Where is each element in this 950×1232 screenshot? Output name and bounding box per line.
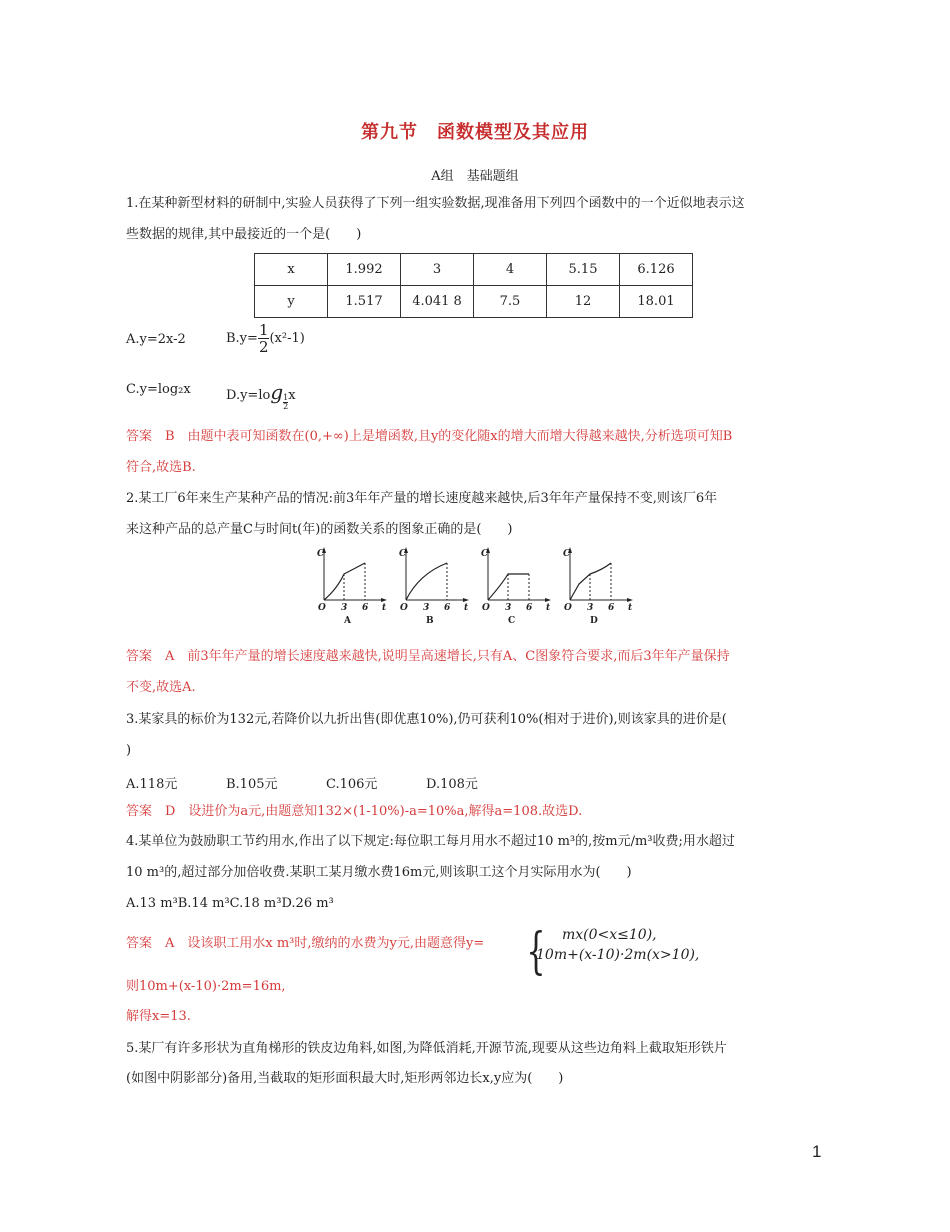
- table-row: [255, 286, 693, 318]
- q3-answer: 答案 D 设进价为a元,由题意知132×(1-10%)-a=10%a,解得a=108.故选D.: [126, 804, 583, 819]
- q2-graphs: [312, 544, 642, 626]
- q5-text-line1: 5.某厂有许多形状为直角梯形的铁皮边角料,如图,为降低消耗,开源节流,现要从这些边角料上截取矩形铁片: [126, 1041, 727, 1056]
- table-cell: 7.5: [474, 286, 547, 318]
- q3-option-a: A.118元: [126, 777, 178, 792]
- table-cell: x: [255, 254, 328, 286]
- axis-label-t: t: [464, 603, 469, 613]
- log-base-denominator: 2: [283, 402, 289, 411]
- tick-label-6: 6: [608, 603, 615, 613]
- table-cell: y: [255, 286, 328, 318]
- q1-option-c: C.y=log₂x: [126, 382, 191, 397]
- q2-answer-line2: 不变,故选A.: [126, 680, 196, 695]
- piecewise-brace: {: [526, 922, 546, 980]
- tick-label-6: 6: [362, 603, 369, 613]
- q1-option-a: A.y=2x-2: [126, 332, 186, 347]
- page-title: 第九节 函数模型及其应用: [361, 122, 589, 143]
- tick-label-3: 3: [587, 603, 594, 613]
- q3-option-c: C.106元: [326, 777, 378, 792]
- q4-answer-line3: 解得x=13.: [126, 1009, 191, 1024]
- graph-c: [481, 547, 551, 626]
- graph-label-a: A: [344, 616, 351, 626]
- origin-label: O: [482, 603, 490, 613]
- origin-label: O: [318, 603, 326, 613]
- tick-label-3: 3: [505, 603, 512, 613]
- graph-d: [563, 547, 633, 626]
- q4-text-line2: 10 m³的,超过部分加倍收费.某职工某月缴水费16m元,则该职工这个月实际用水为( ): [126, 865, 632, 880]
- option-d-suffix: x: [288, 388, 296, 403]
- q1-option-b: [226, 322, 305, 355]
- table-cell: 18.01: [620, 286, 693, 318]
- origin-label: O: [400, 603, 408, 613]
- log-base-numerator: 1: [283, 393, 289, 402]
- option-d-g: g: [270, 380, 284, 404]
- q3-text-line2: ): [126, 743, 132, 758]
- axis-label-c: C: [563, 549, 571, 559]
- option-b-prefix: B.y=: [226, 331, 258, 346]
- q1-text-line1: 1.在某种新型材料的研制中,实验人员获得了下列一组实验数据,现准备用下列四个函数中的一个近似地表示这: [126, 196, 745, 211]
- q1-data-table: [254, 253, 693, 318]
- option-b-suffix: (x²-1): [269, 331, 305, 346]
- axis-label-c: C: [481, 549, 489, 559]
- table-cell: 1.517: [328, 286, 401, 318]
- piecewise-case-2: 10m+(x-10)·2m(x>10),: [536, 947, 700, 963]
- tick-label-3: 3: [423, 603, 430, 613]
- tick-label-6: 6: [444, 603, 451, 613]
- page-number: 1: [812, 1142, 822, 1161]
- axis-label-t: t: [546, 603, 551, 613]
- q3-text-line1: 3.某家具的标价为132元,若降价以九折出售(即优惠10%),仍可获利10%(相对于进价),则该家具的进价是(: [126, 712, 727, 727]
- q5-text-line2: (如图中阴影部分)备用,当截取的矩形面积最大时,矩形两邻边长x,y应为( ): [126, 1071, 564, 1086]
- q2-answer-line1: 答案 A 前3年年产量的增长速度越来越快,说明呈高速增长,只有A、C图象符合要求,而后3年年产量保持: [126, 649, 730, 664]
- graph-b: [399, 547, 469, 626]
- origin-label: O: [564, 603, 572, 613]
- q4-options: A.13 m³B.14 m³C.18 m³D.26 m³: [126, 896, 334, 911]
- table-cell: 4: [474, 254, 547, 286]
- table-cell: 3: [401, 254, 474, 286]
- graph-label-d: D: [590, 616, 598, 626]
- table-cell: 4.041 8: [401, 286, 474, 318]
- q2-text-line2: 来这种产品的总产量C与时间t(年)的函数关系的图象正确的是( ): [126, 522, 513, 537]
- graph-label-c: C: [508, 616, 516, 626]
- axis-label-t: t: [628, 603, 633, 613]
- q4-text-line1: 4.某单位为鼓励职工节约用水,作出了以下规定:每位职工每月用水不超过10 m³的,按m元/m³收费;用水超过: [126, 834, 735, 849]
- q2-text-line1: 2.某工厂6年来生产某种产品的情况:前3年年产量的增长速度越来越快,后3年年产量保持不变,则该厂6年: [126, 491, 718, 506]
- option-d-prefix: D.y=lo: [226, 388, 271, 403]
- fraction-half: [258, 322, 270, 355]
- table-cell: 5.15: [547, 254, 620, 286]
- q3-option-d: D.108元: [426, 777, 478, 792]
- graph-a: [317, 547, 387, 626]
- q1-option-d: [226, 380, 296, 411]
- q1-answer-line1: 答案 B 由题中表可知函数在(0,+∞)上是增函数,且y的变化随x的增大而增大得越来越快,分析选项可知B: [126, 429, 733, 444]
- graph-label-b: B: [426, 616, 434, 626]
- q3-option-b: B.105元: [226, 777, 278, 792]
- group-heading: A组 基础题组: [431, 169, 519, 184]
- axis-label-c: C: [317, 549, 325, 559]
- q1-text-line2: 些数据的规律,其中最接近的一个是( ): [126, 227, 362, 242]
- table-row: [255, 254, 693, 286]
- table-cell: 6.126: [620, 254, 693, 286]
- table-cell: 12: [547, 286, 620, 318]
- q4-answer-line2: 则10m+(x-10)·2m=16m,: [126, 979, 286, 994]
- q1-answer-line2: 符合,故选B.: [126, 460, 196, 475]
- fraction-numerator: 1: [258, 321, 269, 339]
- tick-label-6: 6: [526, 603, 533, 613]
- piecewise-case-1: mx(0<x≤10),: [562, 927, 657, 943]
- q4-answer-line1: 答案 A 设该职工用水x m³时,缴纳的水费为y元,由题意得y=: [126, 936, 485, 951]
- tick-label-3: 3: [341, 603, 348, 613]
- table-cell: 1.992: [328, 254, 401, 286]
- axis-label-t: t: [382, 603, 387, 613]
- fraction-denominator: 2: [258, 338, 269, 356]
- axis-label-c: C: [399, 549, 407, 559]
